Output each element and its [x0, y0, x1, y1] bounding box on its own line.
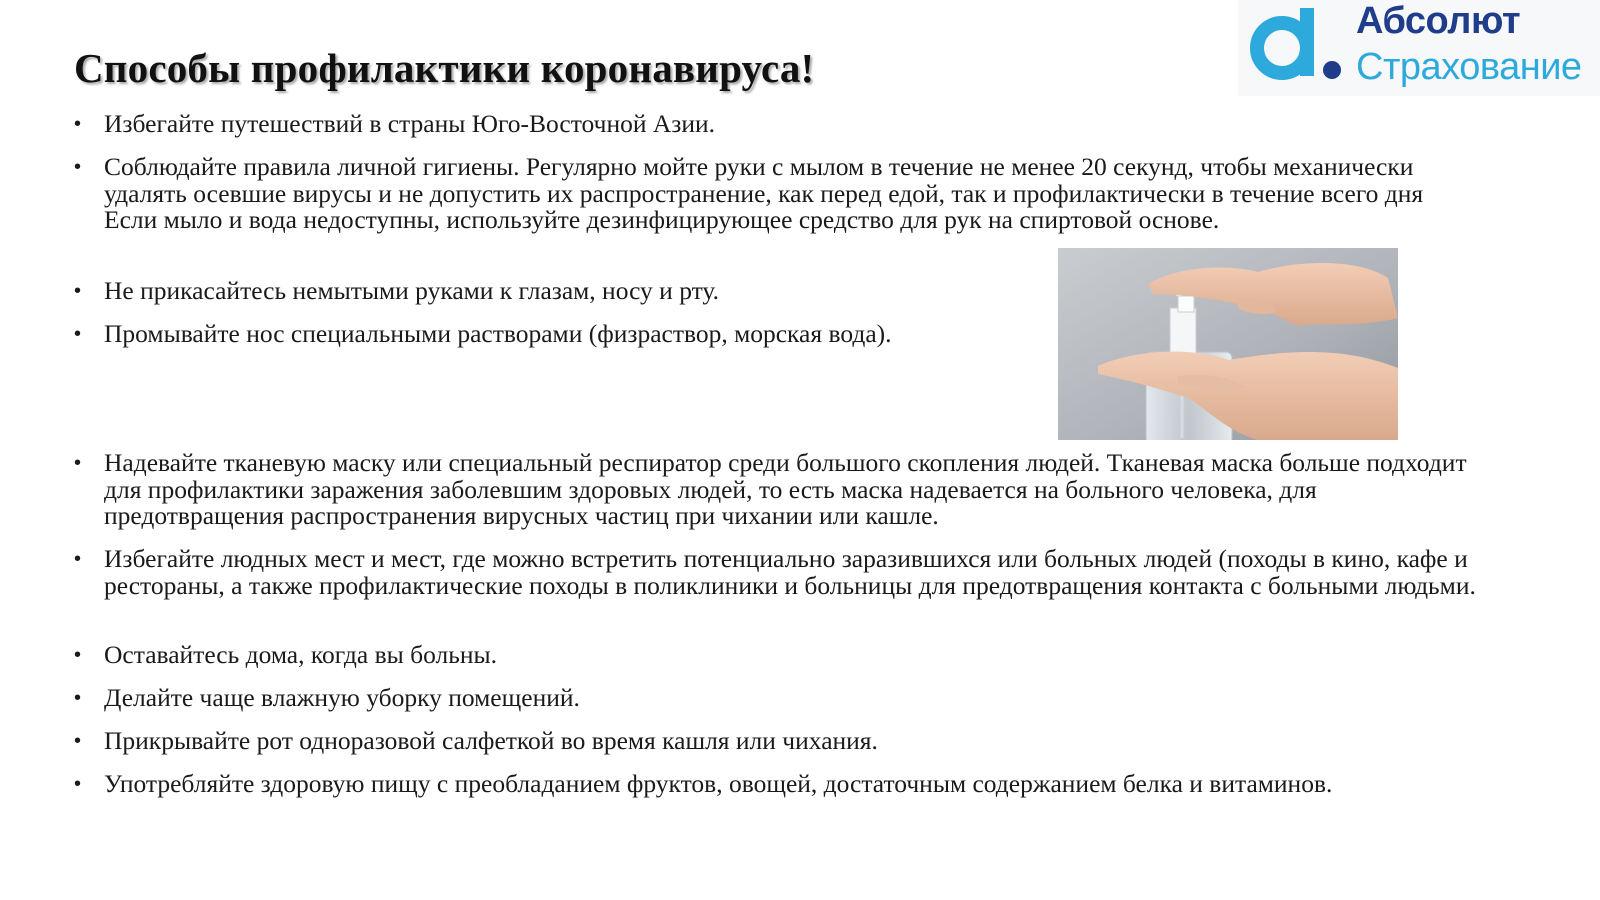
list-item-text: Прикрывайте рот одноразовой салфеткой во время кашля или чихания.: [104, 726, 878, 755]
bullet-marker: •: [74, 280, 82, 302]
page-title: Способы профилактики коронавируса!: [74, 45, 815, 91]
logo-line-1: Абсолют: [1356, 0, 1521, 42]
list-item: [74, 321, 1034, 348]
logo-mark-icon: [1246, 4, 1342, 84]
list-item: [74, 642, 1474, 669]
bullet-marker: •: [74, 773, 82, 795]
list-item: [74, 154, 1474, 234]
logo-wordmark: [1356, 2, 1582, 86]
list-item: [74, 450, 1474, 530]
bullet-marker: •: [74, 323, 82, 345]
hand-sanitizer-photo: [1058, 248, 1398, 440]
list-item: [74, 728, 1474, 755]
hand-sanitizer-illustration-icon: [1058, 248, 1398, 440]
logo-line-2: Страхование: [1356, 46, 1582, 88]
company-logo: [1238, 0, 1600, 96]
list-item-text: Употребляйте здоровую пищу с преобладанием фруктов, овощей, достаточным содержанием белка и витаминов.: [104, 769, 1333, 798]
bullet-marker: •: [74, 452, 82, 474]
list-item-text: Избегайте людных мест и мест, где можно встретить потенциально заразившихся или больных людей (походы в кино, кафе и рестораны, а также профилактические походы в поликлиники и больницы для предотвращения контакта с больными людьми.: [104, 544, 1476, 600]
bullet-marker: •: [74, 548, 82, 570]
list-item-text: Промывайте нос специальными растворами (физраствор, морская вода).: [104, 319, 892, 348]
bullet-marker: •: [74, 687, 82, 709]
list-item-text: Соблюдайте правила личной гигиены. Регулярно мойте руки с мылом в течение не менее 20 секунд, чтобы механически удалять осевшие вирусы и не допустить их распространение, как перед едой, так и профилактически в течение всего дня Если мыло и вода недоступны, используйте дезинфицирующее средство для рук на спиртовой основе.: [104, 152, 1424, 234]
list-item-text: Делайте чаще влажную уборку помещений.: [104, 683, 580, 712]
list-item-text: Избегайте путешествий в страны Юго-Восточной Азии.: [104, 109, 716, 138]
list-item: [74, 111, 1474, 138]
list-item: [74, 278, 1034, 305]
bullet-marker: •: [74, 113, 82, 135]
list-item-text: Надевайте тканевую маску или специальный респиратор среди большого скопления людей. Тканевая маска больше подходит для профилактики заражения заболевшим здоровых людей, то есть маска надевается на больного человека, для предотвращения распространения вирусных частиц при чихании или кашле.: [104, 448, 1467, 530]
bullet-marker: •: [74, 156, 82, 178]
bullet-marker: •: [74, 730, 82, 752]
bullet-marker: •: [74, 644, 82, 666]
list-item: [74, 771, 1514, 798]
list-item: [74, 685, 1474, 712]
list-item-text: Оставайтесь дома, когда вы больны.: [104, 640, 498, 669]
list-item-text: Не прикасайтесь немытыми руками к глазам, носу и рту.: [104, 276, 720, 305]
list-item: [74, 546, 1494, 599]
